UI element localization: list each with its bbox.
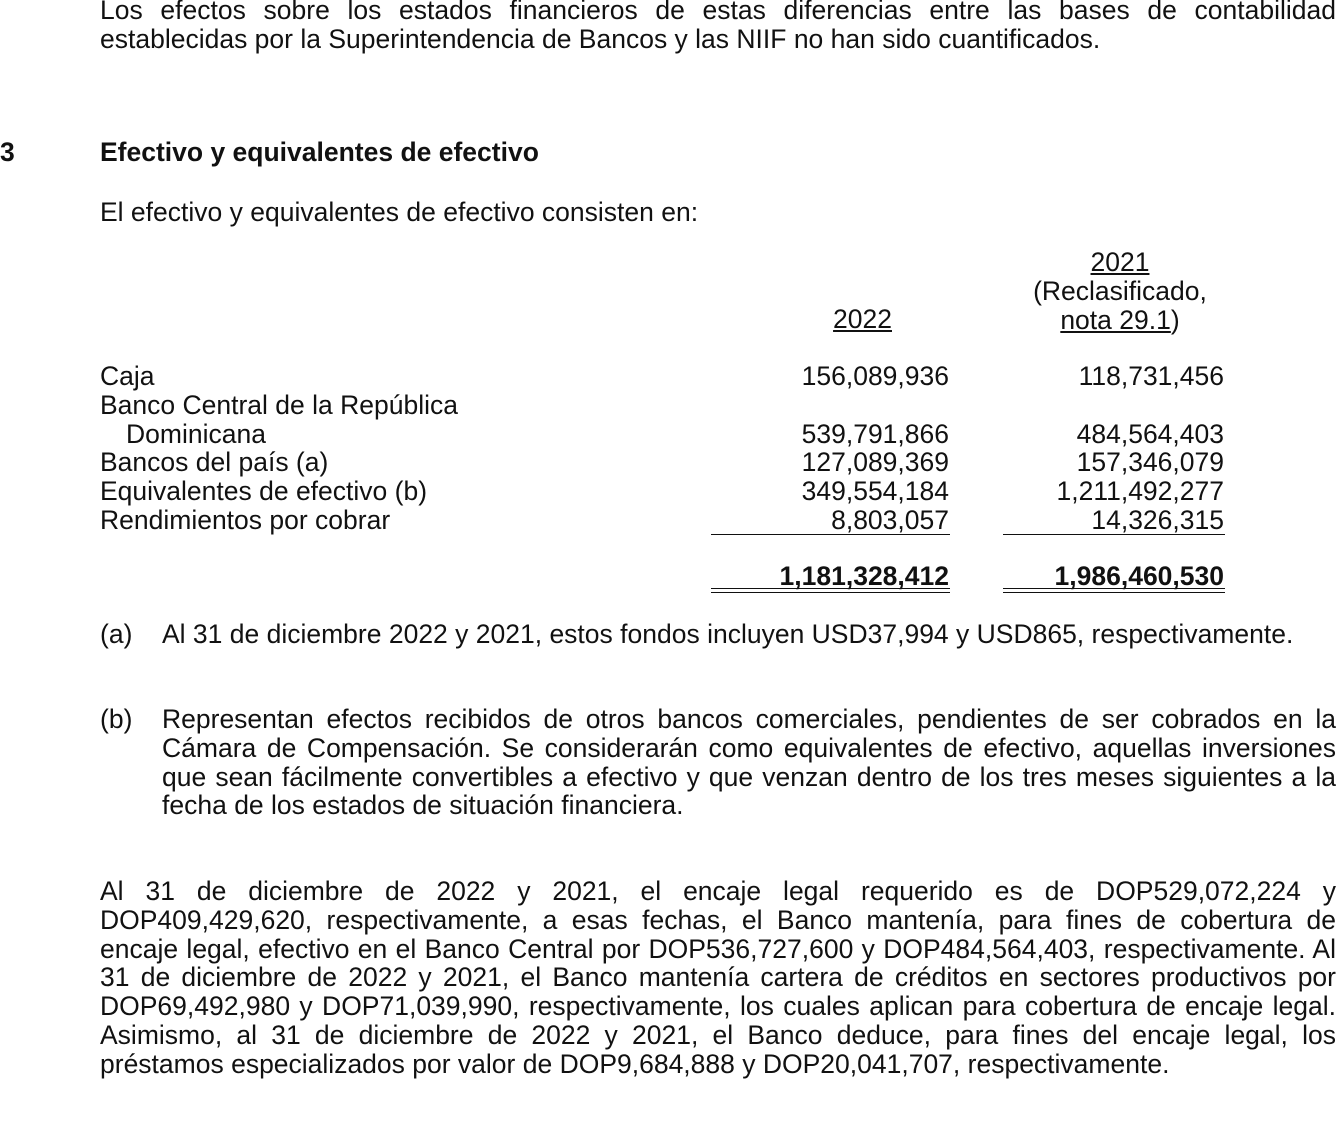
table-column-2021 — [975, 362, 1224, 535]
table-row-label: Equivalentes de efectivo (b) — [100, 476, 428, 507]
footnote-text: Representan efectos recibidos de otros bancos comerciales, pendientes de ser cobrados en la Cámara de Compensación. Se considerarán como equivalentes de efectivo, aquellas inversiones que sean fácilmente convertibles a efectivo y que venzan dentro de los tres meses siguientes a la fecha de los estados de situación financiera. — [162, 704, 1336, 821]
footnote-text: Al 31 de diciembre 2022 y 2021, estos fondos incluyen USD37,994 y USD865, respectivamente. — [162, 619, 1294, 649]
table-cell-2021: 484,564,403 — [1076, 418, 1224, 449]
table-row-label: Caja — [100, 361, 155, 391]
table-cell-2022: 156,089,936 — [801, 361, 949, 391]
section-lead: El efectivo y equivalentes de efectivo consisten en: — [100, 197, 699, 227]
table-row-label: Banco Central de la República — [100, 389, 458, 420]
table-cell-2021 — [975, 391, 1224, 420]
section-title: Efectivo y equivalentes de efectivo — [100, 137, 539, 167]
table-cell-2022: 539,791,866 — [801, 418, 949, 449]
table-row-label: Rendimientos por cobrar — [100, 504, 391, 535]
column-header-2021-reclassified: (Reclasificado, — [1033, 275, 1207, 306]
footnote-b — [100, 705, 1336, 820]
table-cell-2021: 118,731,456 — [1078, 361, 1224, 391]
column-header-2021-note-ref: nota 29.1 — [1060, 304, 1171, 335]
intro-paragraph: Los efectos sobre los estados financieros de estas diferencias entre las bases de contabilidad establecidas por la Superintendencia de Bancos y las NIIF no han sido cuantificados. — [100, 0, 1336, 54]
table-row-labels — [100, 362, 700, 535]
column-header-2021 — [990, 248, 1250, 334]
total-rule-2021-b — [1003, 592, 1225, 593]
table-cell-2022: 8,803,057 — [831, 504, 949, 535]
total-rule-2021-a — [1003, 588, 1225, 589]
subtotal-rule-2022 — [711, 534, 950, 535]
footnote-mark: (b) — [100, 704, 133, 734]
total-rule-2022-b — [711, 592, 950, 593]
table-cell-2022: 127,089,369 — [801, 447, 949, 478]
total-2022: 1,181,328,412 — [779, 561, 949, 591]
closing-paragraph: Al 31 de diciembre de 2022 y 2021, el encaje legal requerido es de DOP529,072,224 y DOP409,429,620, respectivamente, a esas fechas, el Banco mantenía, para fines de cobertura de encaje legal, efectivo en el Banco Central por DOP536,727,600 y DOP484,564,403, respectivamente. Al 31 de diciembre de 2022 y 2021, el Banco mantenía cartera de créditos en sectores productivos por DOP69,492,980 y DOP71,039,990, respectivamente, los cuales aplican para cobertura de encaje legal. Asimismo, al 31 de diciembre de 2022 y 2021, el Banco deduce, para fines del encaje legal, los préstamos especializados por valor de DOP9,684,888 y DOP20,041,707, respectivamente. — [100, 876, 1336, 1079]
footnote-a — [100, 620, 1336, 649]
total-2021: 1,986,460,530 — [1054, 561, 1224, 591]
footnote-mark: (a) — [100, 619, 133, 649]
subtotal-rule-2021 — [1003, 534, 1225, 535]
table-row-label: Bancos del país (a) — [100, 447, 329, 478]
column-header-2021-paren: ) — [1170, 304, 1180, 335]
table-cell-2021: 1,211,492,277 — [1056, 476, 1224, 507]
table-cell-2022: 349,554,184 — [801, 476, 949, 507]
table-column-2022 — [700, 362, 949, 535]
column-header-2022 — [720, 305, 892, 334]
table-row-label: Dominicana — [126, 418, 266, 449]
column-header-2021-year: 2021 — [1090, 247, 1150, 277]
table-cell-2021: 14,326,315 — [1091, 504, 1224, 535]
total-rule-2022-a — [711, 588, 950, 589]
section-number: 3 — [0, 137, 15, 167]
column-header-2022-label: 2022 — [833, 304, 892, 334]
table-cell-2021: 157,346,079 — [1076, 447, 1224, 478]
table-cell-2022 — [700, 391, 949, 420]
